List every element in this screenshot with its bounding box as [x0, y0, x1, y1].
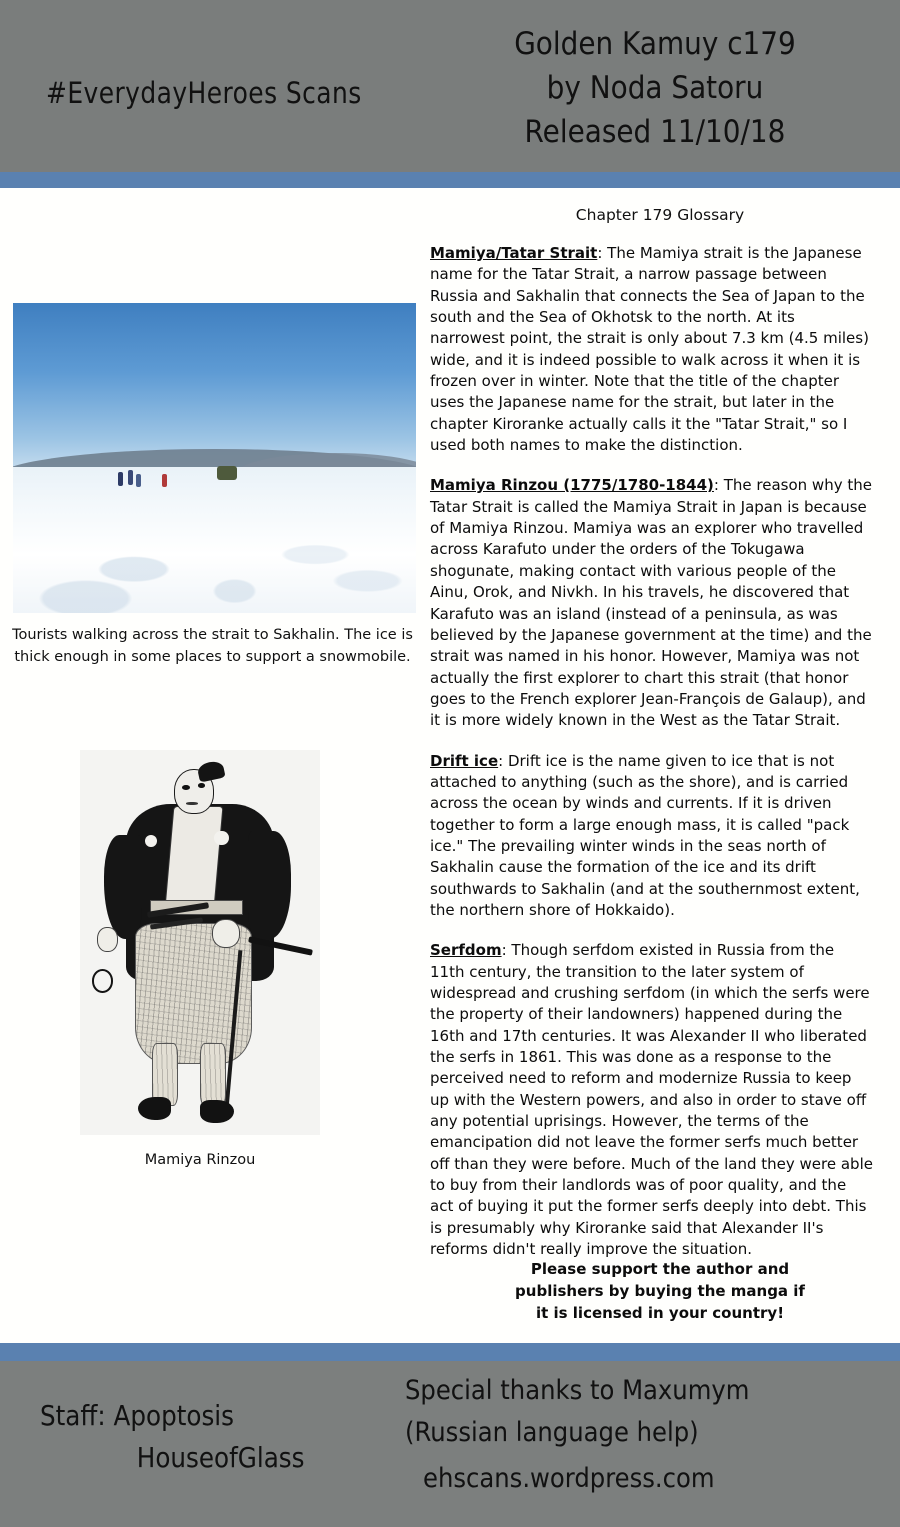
portrait-leg	[200, 1043, 226, 1107]
staff-credits	[40, 1395, 339, 1479]
photo-walker	[118, 472, 123, 486]
caption-portrait: Mamiya Rinzou	[144, 1152, 256, 1168]
support-message	[450, 1258, 870, 1324]
portrait-crest	[145, 835, 157, 847]
glossary-entry	[430, 940, 873, 1260]
portrait-ring	[92, 969, 113, 992]
caption-frozen-strait: Tourists walking across the strait to Sakhalin. The ice is thick enough in some places to support a snowmobile.	[12, 627, 413, 665]
glossary-definition: : Though serfdom existed in Russia from the 11th century, the transition to the later system of widespread and crushing serfdom (in which the serfs were the property of their landowners) happened during the 16th and 17th centuries. It was Alexander II who liberated the serfs in 1861. This was done as a response to the perceived need to reform and modernize Russia to keep up with the Western powers, and also in order to stave off any potential uprisings. However, the terms of the emancipation did not leave the former serfs much better off than they were before. Much of the land they were able to buy from their landlords was of poor quality, and the act of buying it put the former serfs deeply into debt. This is presumably why Kiroranke said that Alexander II's reforms didn't really improve the situation.	[430, 941, 873, 1259]
portrait-hand	[97, 927, 118, 952]
website-url[interactable]: ehscans.wordpress.com	[423, 1463, 715, 1494]
glossary-definition: : Drift ice is the name given to ice that is not attached to anything (such as the shore), and is carried across the ocean by winds and currents. If it is driven together to form a large enough mass, it is called "pack ice." The prevailing winter winds in the seas north of Sakhalin cause the formation of the ice and its drift southwards to Sakhalin (and at the southernmost extent, the northern shore of Hokkaido).	[430, 751, 860, 919]
glossary-term: Mamiya Rinzou (1775/1780-1844)	[430, 476, 714, 495]
glossary-term: Serfdom	[430, 941, 502, 960]
glossary-definition: : The reason why the Tatar Strait is called the Mamiya Strait in Japan is because of Mamiya Rinzou. Mamiya was an explorer who travelled across Karafuto under the orders of the Tokugawa shogunate, making contact with various people of the Ainu, Orok, and Nivkh. In his travels, he discovered that Karafuto was an island (instead of a peninsula, as was believed by the Japanese government at the time) and the strait was named in his honor. However, Mamiya was not actually the first explorer to chart this strait (that honor goes to the French explorer Jean-François de Galaup), and it is more widely known in the West as the Tatar Strait.	[430, 476, 872, 730]
portrait-collar	[164, 806, 223, 908]
release-date: Released 11/10/18	[524, 114, 786, 150]
support-line-2: publishers by buying the manga if	[515, 1282, 805, 1300]
glossary-title: Chapter 179 Glossary	[575, 206, 745, 224]
portrait-sleeve-left	[104, 835, 142, 939]
photo-ice-field	[13, 467, 416, 613]
header-title-block	[444, 22, 867, 154]
support-line-1: Please support the author and	[530, 1260, 790, 1278]
portrait-hand	[212, 919, 240, 948]
glossary-term: Drift ice	[430, 751, 499, 770]
glossary-entry	[430, 475, 873, 731]
portrait-mamiya-rinzou	[80, 750, 320, 1135]
glossary-entry	[430, 751, 873, 922]
header-accent-stripe	[0, 172, 900, 188]
portrait-eye	[182, 785, 190, 790]
photo-snowmobile	[217, 466, 237, 480]
scan-group-name: #EverydayHeroes Scans	[46, 76, 362, 110]
thanks-line-1: Special thanks to Maxumym	[405, 1375, 750, 1406]
header-bar	[0, 0, 900, 172]
portrait-foot	[200, 1100, 234, 1123]
glossary-entry	[430, 243, 873, 456]
photo-frozen-strait	[13, 303, 416, 613]
footer-accent-stripe	[0, 1343, 900, 1361]
portrait-hair	[196, 760, 225, 783]
glossary-body	[430, 243, 873, 1279]
staff-line-2: HouseofGlass	[136, 1441, 305, 1474]
photo-walker	[136, 474, 141, 487]
support-line-3: it is licensed in your country!	[535, 1304, 785, 1322]
photo-walker	[162, 474, 167, 487]
special-thanks	[405, 1370, 828, 1500]
portrait-crest	[214, 831, 228, 846]
glossary-term: Mamiya/Tatar Strait	[430, 244, 598, 262]
glossary-definition: : The Mamiya strait is the Japanese name for the Tatar Strait, a narrow passage between Russia and Sakhalin that connects the Sea of Japan to the south and the Sea of Okhotsk to the north. At its narrowest point, the strait is only about 7.3 km (4.5 miles) wide, and it is indeed possible to walk across it when it is frozen over in winter. Note that the title of the chapter uses the Japanese name for the strait, but later in the chapter Kiroranke actually calls it the "Tatar Strait," so I used both names to make the distinction.	[430, 244, 869, 455]
main-content	[0, 188, 900, 1343]
manga-author: by Noda Satoru	[546, 70, 764, 106]
staff-line-1: Staff: Apoptosis	[40, 1399, 234, 1432]
portrait-foot	[138, 1097, 172, 1120]
manga-title: Golden Kamuy c179	[514, 26, 796, 62]
portrait-sleeve-right	[248, 831, 291, 939]
thanks-line-2: (Russian language help)	[405, 1417, 699, 1448]
photo-walker	[128, 470, 133, 485]
